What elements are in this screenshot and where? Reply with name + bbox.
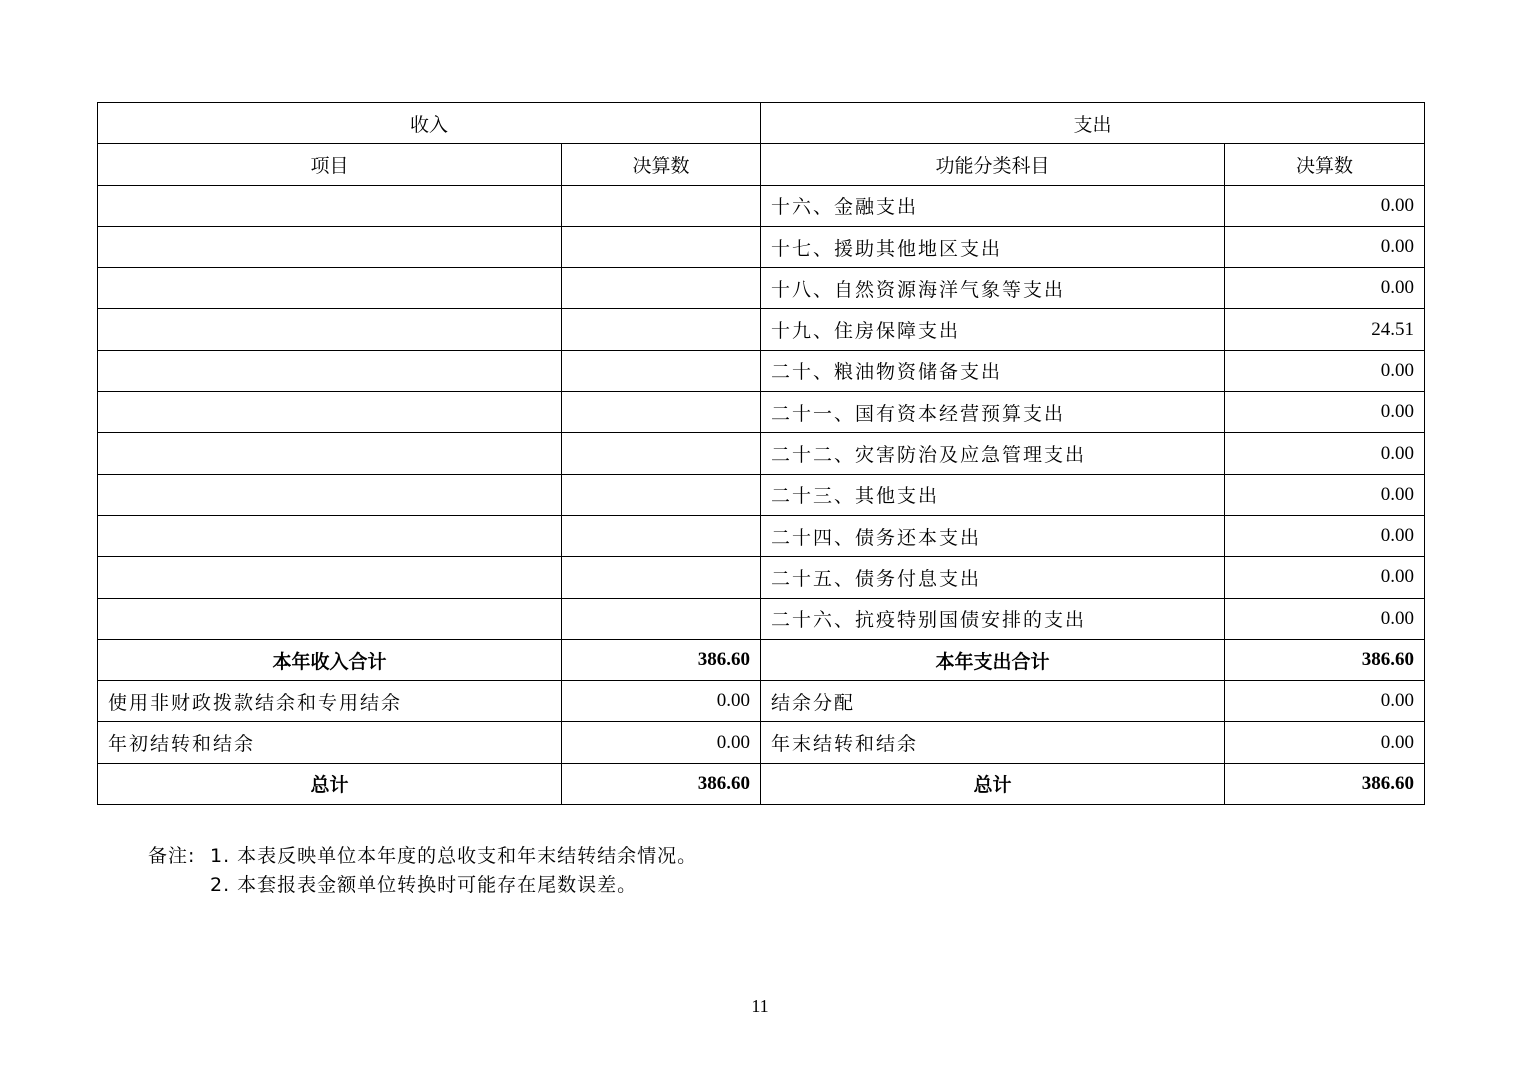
expense-item-cell: 二十、粮油物资储备支出 [761, 350, 1225, 391]
table-row [98, 185, 1425, 226]
expense-amount-cell: 0.00 [1225, 350, 1425, 391]
expense-amount-cell: 0.00 [1225, 226, 1425, 267]
notes-prefix: 备注: [148, 845, 196, 867]
income-item-cell [98, 515, 562, 556]
col-header-function-category: 功能分类科目 [761, 144, 1225, 185]
table-row [98, 433, 1425, 474]
income-amount-cell [562, 392, 761, 433]
page-number: 11 [751, 996, 769, 1016]
expense-year-total-value: 386.60 [1225, 639, 1425, 680]
table-row [98, 474, 1425, 515]
beginning-carryover-value: 0.00 [562, 722, 761, 763]
balance-distribution-label: 结余分配 [761, 681, 1225, 722]
carryover-row [98, 722, 1425, 763]
column-header-row [98, 144, 1425, 185]
col-header-expense-amount: 决算数 [1225, 144, 1425, 185]
income-amount-cell [562, 226, 761, 267]
income-amount-cell [562, 268, 761, 309]
income-item-cell [98, 557, 562, 598]
income-section-header: 收入 [98, 103, 761, 144]
income-amount-cell [562, 557, 761, 598]
expense-amount-cell: 24.51 [1225, 309, 1425, 350]
note-line-1 [148, 842, 697, 871]
expense-grand-total-value: 386.60 [1225, 763, 1425, 804]
section-header-row [98, 103, 1425, 144]
notes [148, 842, 697, 900]
income-item-cell [98, 350, 562, 391]
table-row [98, 557, 1425, 598]
note-line-2: 2. 本套报表金额单位转换时可能存在尾数误差。 [210, 874, 638, 896]
ending-carryover-value: 0.00 [1225, 722, 1425, 763]
income-item-cell [98, 226, 562, 267]
expense-amount-cell: 0.00 [1225, 557, 1425, 598]
expense-amount-cell: 0.00 [1225, 392, 1425, 433]
income-item-cell [98, 309, 562, 350]
income-amount-cell [562, 185, 761, 226]
expense-year-total-label: 本年支出合计 [761, 639, 1225, 680]
income-year-total-value: 386.60 [562, 639, 761, 680]
year-total-row [98, 639, 1425, 680]
table-row [98, 392, 1425, 433]
income-amount-cell [562, 598, 761, 639]
income-amount-cell [562, 433, 761, 474]
balance-distribution-value: 0.00 [1225, 681, 1425, 722]
income-item-cell [98, 433, 562, 474]
income-amount-cell [562, 474, 761, 515]
expense-amount-cell: 0.00 [1225, 474, 1425, 515]
expense-item-cell: 二十六、抗疫特别国债安排的支出 [761, 598, 1225, 639]
expense-item-cell: 二十一、国有资本经营预算支出 [761, 392, 1225, 433]
balance-row [98, 681, 1425, 722]
table-row [98, 515, 1425, 556]
expense-item-cell: 十八、自然资源海洋气象等支出 [761, 268, 1225, 309]
expense-amount-cell: 0.00 [1225, 433, 1425, 474]
expense-item-cell: 十九、住房保障支出 [761, 309, 1225, 350]
expense-item-cell: 二十四、债务还本支出 [761, 515, 1225, 556]
income-grand-total-value: 386.60 [562, 763, 761, 804]
income-item-cell [98, 185, 562, 226]
income-item-cell [98, 598, 562, 639]
expense-item-cell: 十六、金融支出 [761, 185, 1225, 226]
expense-section-header: 支出 [761, 103, 1425, 144]
final-accounts-table [97, 102, 1425, 805]
income-item-cell [98, 474, 562, 515]
beginning-carryover-label: 年初结转和结余 [98, 722, 562, 763]
col-header-item: 项目 [98, 144, 562, 185]
income-amount-cell [562, 309, 761, 350]
ending-carryover-label: 年末结转和结余 [761, 722, 1225, 763]
income-item-cell [98, 392, 562, 433]
expense-item-cell: 二十五、债务付息支出 [761, 557, 1225, 598]
nonfiscal-balance-value: 0.00 [562, 681, 761, 722]
grand-total-row [98, 763, 1425, 804]
expense-item-cell: 二十三、其他支出 [761, 474, 1225, 515]
expense-item-cell: 二十二、灾害防治及应急管理支出 [761, 433, 1225, 474]
table-row [98, 350, 1425, 391]
expense-amount-cell: 0.00 [1225, 268, 1425, 309]
income-item-cell [98, 268, 562, 309]
expense-amount-cell: 0.00 [1225, 515, 1425, 556]
income-amount-cell [562, 350, 761, 391]
note-text-1: 1. 本表反映单位本年度的总收支和年末结转结余情况。 [210, 845, 698, 867]
expense-item-cell: 十七、援助其他地区支出 [761, 226, 1225, 267]
income-grand-total-label: 总计 [98, 763, 562, 804]
table-row [98, 309, 1425, 350]
expense-grand-total-label: 总计 [761, 763, 1225, 804]
table-row [98, 598, 1425, 639]
income-year-total-label: 本年收入合计 [98, 639, 562, 680]
income-amount-cell [562, 515, 761, 556]
table-row [98, 268, 1425, 309]
expense-amount-cell: 0.00 [1225, 185, 1425, 226]
expense-amount-cell: 0.00 [1225, 598, 1425, 639]
col-header-income-amount: 决算数 [562, 144, 761, 185]
table-row [98, 226, 1425, 267]
nonfiscal-balance-label: 使用非财政拨款结余和专用结余 [98, 681, 562, 722]
